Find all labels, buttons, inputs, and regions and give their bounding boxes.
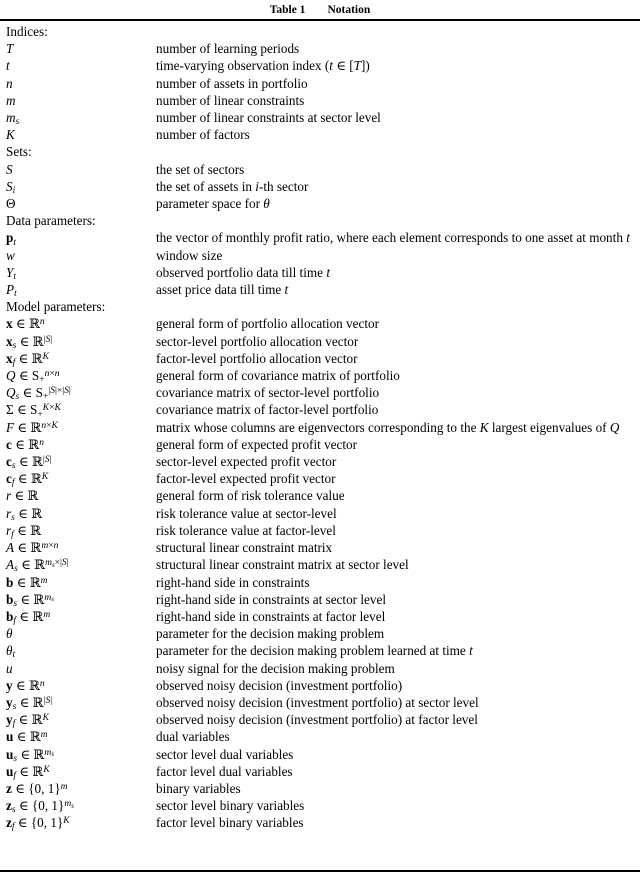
table-row (6, 315, 636, 332)
description-cell: dual variables (156, 729, 230, 745)
symbol-cell: $y_s$ ∈ ℝ$^{|S|}$ (6, 694, 53, 712)
table-row (6, 797, 636, 814)
table-row (6, 436, 636, 453)
symbol-cell: $r_f$ ∈ ℝ (6, 522, 42, 540)
description-cell: parameter for the decision making problem (156, 626, 385, 642)
description-cell: right-hand side in constraints (156, 574, 310, 590)
description-cell: sector level dual variables (156, 746, 294, 762)
description-cell: the vector of monthly profit ratio, where each element corresponds to one asset at month t (156, 230, 630, 246)
symbol-cell: $x_s$ ∈ ℝ$^{|S|}$ (6, 333, 53, 351)
symbol-cell: θ (6, 626, 13, 642)
description-cell: the set of assets in i-th sector (156, 178, 309, 194)
symbol-cell: y ∈ ℝ$^n$ (6, 677, 45, 693)
description-cell: observed portfolio data till time t (156, 264, 330, 280)
symbol-cell: $x_f$ ∈ ℝ$^K$ (6, 350, 49, 368)
description-cell: observed noisy decision (investment portfolio) at factor level (156, 712, 478, 728)
description-cell: structural linear constraint matrix (156, 540, 333, 556)
symbol-cell: $u_f$ ∈ ℝ$^K$ (6, 763, 50, 781)
table-row (6, 660, 636, 677)
table-row (6, 264, 636, 281)
table-row (6, 625, 636, 642)
symbol-cell: $c_f$ ∈ ℝ$^K$ (6, 471, 49, 489)
description-cell: covariance matrix of sector-level portfolio (156, 385, 380, 401)
symbol-cell: c ∈ ℝ$^n$ (6, 436, 44, 452)
table-row (6, 470, 636, 487)
description-cell: general form of covariance matrix of portfolio (156, 368, 400, 384)
symbol-cell: Σ ∈ $S_+^{K\times K}$ (6, 402, 61, 420)
symbol-cell: $Y_t$ (6, 264, 16, 282)
description-cell: right-hand side in constraints at factor level (156, 608, 386, 624)
symbol-cell: $m_s$ (6, 110, 20, 128)
section-header: Model parameters: (6, 299, 106, 315)
description-cell: the set of sectors (156, 161, 245, 177)
symbol-cell: K (6, 127, 15, 143)
table-row (6, 75, 636, 92)
description-cell: number of linear constraints at sector level (156, 110, 381, 126)
symbol-cell: r ∈ ℝ (6, 488, 39, 504)
table-row (6, 642, 636, 659)
table-row (6, 746, 636, 763)
table-row (6, 178, 636, 195)
table-row (6, 109, 636, 126)
symbol-cell: $b_f$ ∈ ℝ$^m$ (6, 608, 51, 626)
table-bottom-rule (0, 870, 640, 872)
description-cell: factor-level portfolio allocation vector (156, 350, 358, 366)
symbol-cell: u ∈ ℝ$^m$ (6, 729, 48, 745)
description-cell: number of assets in portfolio (156, 75, 308, 91)
description-cell: covariance matrix of factor-level portfolio (156, 402, 379, 418)
table-row (6, 161, 636, 178)
table-row (6, 677, 636, 694)
symbol-cell: A ∈ ℝ$^{m\times n}$ (6, 540, 59, 556)
description-cell: factor-level expected profit vector (156, 471, 336, 487)
symbol-cell: $r_s$ ∈ ℝ (6, 505, 43, 523)
table-caption (0, 0, 640, 17)
description-cell: parameter for the decision making problem learned at time t (156, 643, 473, 659)
description-cell: observed noisy decision (investment portfolio) (156, 677, 403, 693)
table-row (6, 539, 636, 556)
table-row (6, 350, 636, 367)
table-row (6, 574, 636, 591)
table-row (6, 247, 636, 264)
description-cell: noisy signal for the decision making problem (156, 660, 395, 676)
description-cell: number of linear constraints (156, 92, 305, 108)
symbol-cell: Q ∈ $S_+^{n\times n}$ (6, 368, 60, 386)
table-row (6, 522, 636, 539)
table-row (6, 401, 636, 418)
description-cell: factor level binary variables (156, 815, 304, 831)
symbol-cell: $\theta_t$ (6, 643, 16, 661)
description-cell: binary variables (156, 780, 241, 796)
description-cell: right-hand side in constraints at sector level (156, 591, 386, 607)
table-row (6, 367, 636, 384)
table-row (6, 40, 636, 57)
symbol-cell: b ∈ ℝ$^m$ (6, 574, 48, 590)
section-header: Indices: (6, 24, 48, 39)
symbol-cell: $y_f$ ∈ ℝ$^K$ (6, 712, 49, 730)
description-cell: sector-level expected profit vector (156, 454, 337, 470)
description-cell: sector-level portfolio allocation vector (156, 333, 359, 349)
description-cell: general form of expected profit vector (156, 436, 358, 452)
symbol-cell: $p_t$ (6, 230, 16, 248)
table-row (6, 126, 636, 143)
symbol-cell: n (6, 75, 13, 91)
table-row (6, 281, 636, 298)
table-caption-title: Notation (327, 4, 371, 16)
symbol-cell: z ∈ {0, 1}$^m$ (6, 780, 68, 796)
symbol-cell: $S_i$ (6, 178, 16, 196)
table-row (6, 556, 636, 573)
symbol-cell: T (6, 41, 14, 57)
symbol-cell: $c_s$ ∈ ℝ$^{|S|}$ (6, 454, 52, 472)
table-row (6, 711, 636, 728)
symbol-cell: $u_s$ ∈ ℝ$^{m_s}$ (6, 746, 54, 764)
description-cell: number of factors (156, 127, 250, 143)
table-row (6, 487, 636, 504)
table-row (6, 453, 636, 470)
description-cell: sector level binary variables (156, 798, 305, 814)
description-cell: asset price data till time t (156, 282, 289, 298)
description-cell: parameter space for θ (156, 196, 270, 212)
table-row (6, 763, 636, 780)
description-cell: risk tolerance value at factor-level (156, 522, 336, 538)
symbol-cell: S (6, 161, 13, 177)
symbol-cell: $A_s$ ∈ ℝ$^{m_s\times|S|}$ (6, 557, 69, 575)
table-row (6, 195, 636, 212)
section-header: Data parameters: (6, 213, 96, 229)
description-cell: number of learning periods (156, 41, 300, 57)
description-cell: general form of portfolio allocation vector (156, 316, 380, 332)
symbol-cell: $b_s$ ∈ ℝ$^{m_s}$ (6, 591, 54, 609)
section-header: Sets: (6, 144, 32, 160)
table-row (6, 780, 636, 797)
symbol-cell: t (6, 58, 10, 74)
description-cell: general form of risk tolerance value (156, 488, 345, 504)
description-cell: observed noisy decision (investment portfolio) at sector level (156, 694, 479, 710)
description-cell: time-varying observation index (t ∈ [T]) (156, 58, 370, 74)
symbol-cell: $z_s$ ∈ {0, 1}$^{m_s}$ (6, 798, 74, 816)
symbol-cell: Θ (6, 196, 16, 212)
table-row (6, 92, 636, 109)
table-caption-label: Table 1 (269, 4, 306, 16)
description-cell: structural linear constraint matrix at sector level (156, 557, 409, 573)
table-row (6, 728, 636, 745)
symbol-cell: $z_f$ ∈ {0, 1}$^K$ (6, 815, 70, 833)
symbol-cell: u (6, 660, 13, 676)
symbol-cell: w (6, 247, 15, 263)
table-row (6, 694, 636, 711)
table-row (6, 384, 636, 401)
description-cell: risk tolerance value at sector-level (156, 505, 337, 521)
symbol-cell: $Q_s$ ∈ $S_+^{|S|\times|S|}$ (6, 385, 71, 403)
table-row (6, 229, 636, 246)
symbol-cell: m (6, 92, 16, 108)
description-cell: window size (156, 247, 223, 263)
symbol-cell: x ∈ ℝ$^n$ (6, 316, 45, 332)
description-cell: matrix whose columns are eigenvectors corresponding to the K largest eigenvalues of Q (156, 419, 620, 435)
notation-table (0, 21, 640, 832)
table-row (6, 814, 636, 831)
table-row (6, 591, 636, 608)
table-row (6, 419, 636, 436)
table-row (6, 333, 636, 350)
table-row (6, 57, 636, 74)
description-cell: factor level dual variables (156, 763, 293, 779)
table-row (6, 505, 636, 522)
symbol-cell: F ∈ ℝ$^{n\times K}$ (6, 419, 58, 435)
table-row (6, 608, 636, 625)
symbol-cell: $P_t$ (6, 282, 17, 300)
